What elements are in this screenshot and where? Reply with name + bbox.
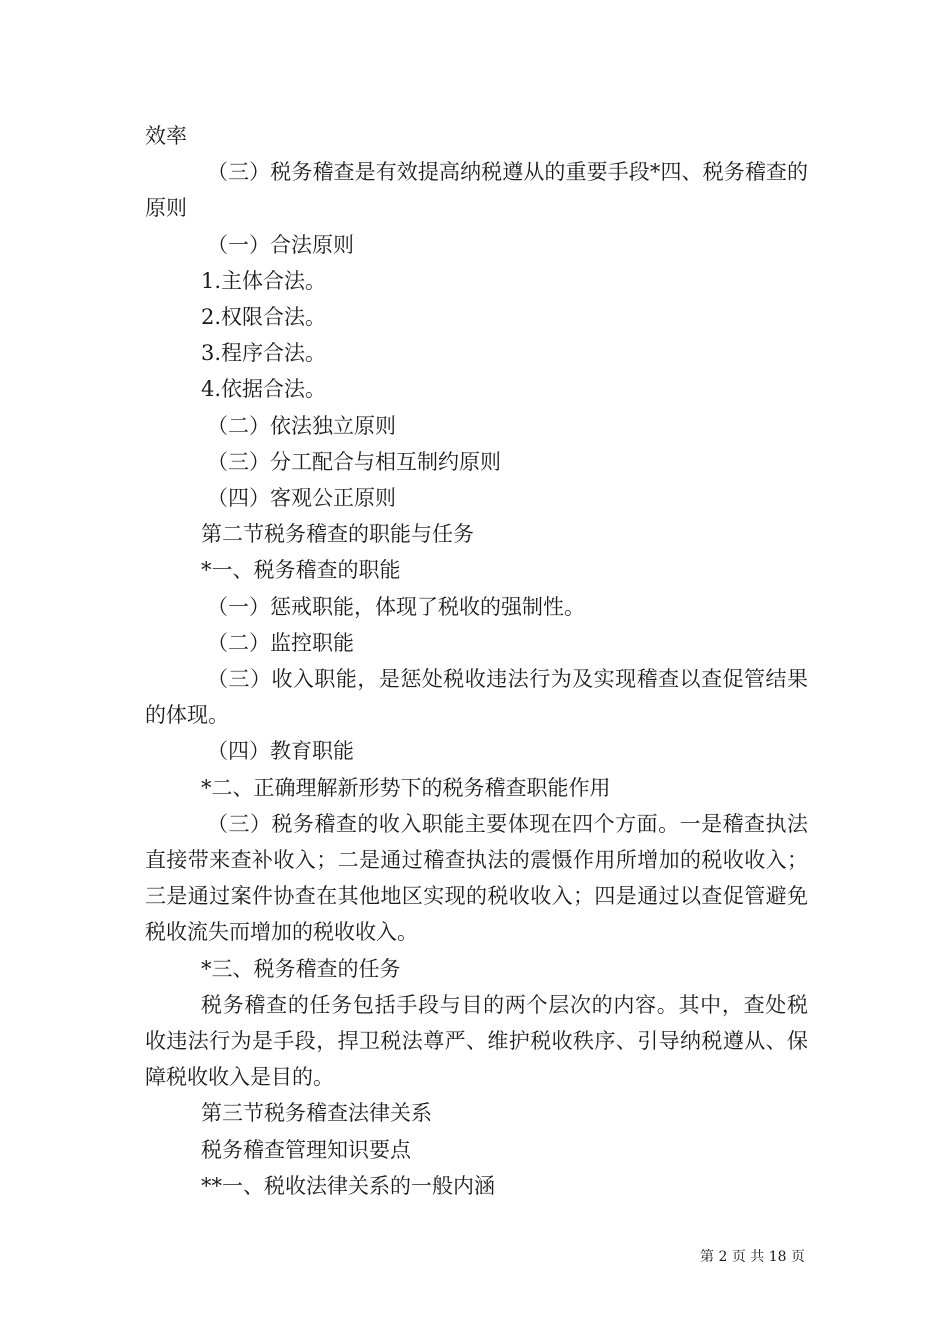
paragraph-continuation: 效率 [145,124,187,148]
paragraph-function: （三）收入职能，是惩处税收违法行为及实现稽查以查促管结果的体现。 [145,667,808,728]
paragraph-tasks: 税务稽查的任务包括手段与目的两个层次的内容。其中，查处税收违法行为是手段，捍卫税法尊严、维护税收秩序、引导纳税遵从、保障税收收入是目的。 [145,992,808,1090]
paragraph-principle: （四）客观公正原则 [207,486,396,511]
list-item: 4.依据合法。 [201,377,327,402]
page-number-footer: 第 2 页 共 18 页 [700,1249,805,1265]
paragraph-principle: （三）分工配合与相互制约原则 [207,449,501,474]
paragraph-heading-principles: （三）税务稽查是有效提高纳税遵从的重要手段*四、税务稽查的原则 [145,160,808,221]
subsection-heading: *二、正确理解新形势下的税务稽查职能作用 [201,775,611,800]
paragraph-legal-principle: （一）合法原则 [207,232,354,257]
paragraph-function: （二）监控职能 [207,630,354,655]
list-item: 3.程序合法。 [201,341,327,366]
list-item: 1.主体合法。 [201,268,327,293]
list-item: 2.权限合法。 [201,305,327,330]
paragraph-function: （四）教育职能 [207,739,354,764]
paragraph-heading: 税务稽查管理知识要点 [201,1137,411,1162]
paragraph-function: （一）惩戒职能，体现了税收的强制性。 [207,594,585,619]
document-body [145,118,808,1204]
subsection-heading: *一、税务稽查的职能 [201,558,401,583]
subsection-heading: *三、税务稽查的任务 [201,956,401,981]
paragraph-revenue-function: （三）税务稽查的收入职能主要体现在四个方面。一是稽查执法直接带来查补收入；二是通过稽查执法的震慑作用所增加的税收收入；三是通过案件协查在其他地区实现的税收收入；四是通过以查促管避免税收流失而增加的税收收入。 [145,811,808,945]
section-heading: 第二节税务稽查的职能与任务 [201,522,474,547]
section-heading: 第三节税务稽查法律关系 [201,1101,432,1126]
subsection-heading: **一、税收法律关系的一般内涵 [201,1173,495,1198]
paragraph-principle: （二）依法独立原则 [207,413,396,438]
